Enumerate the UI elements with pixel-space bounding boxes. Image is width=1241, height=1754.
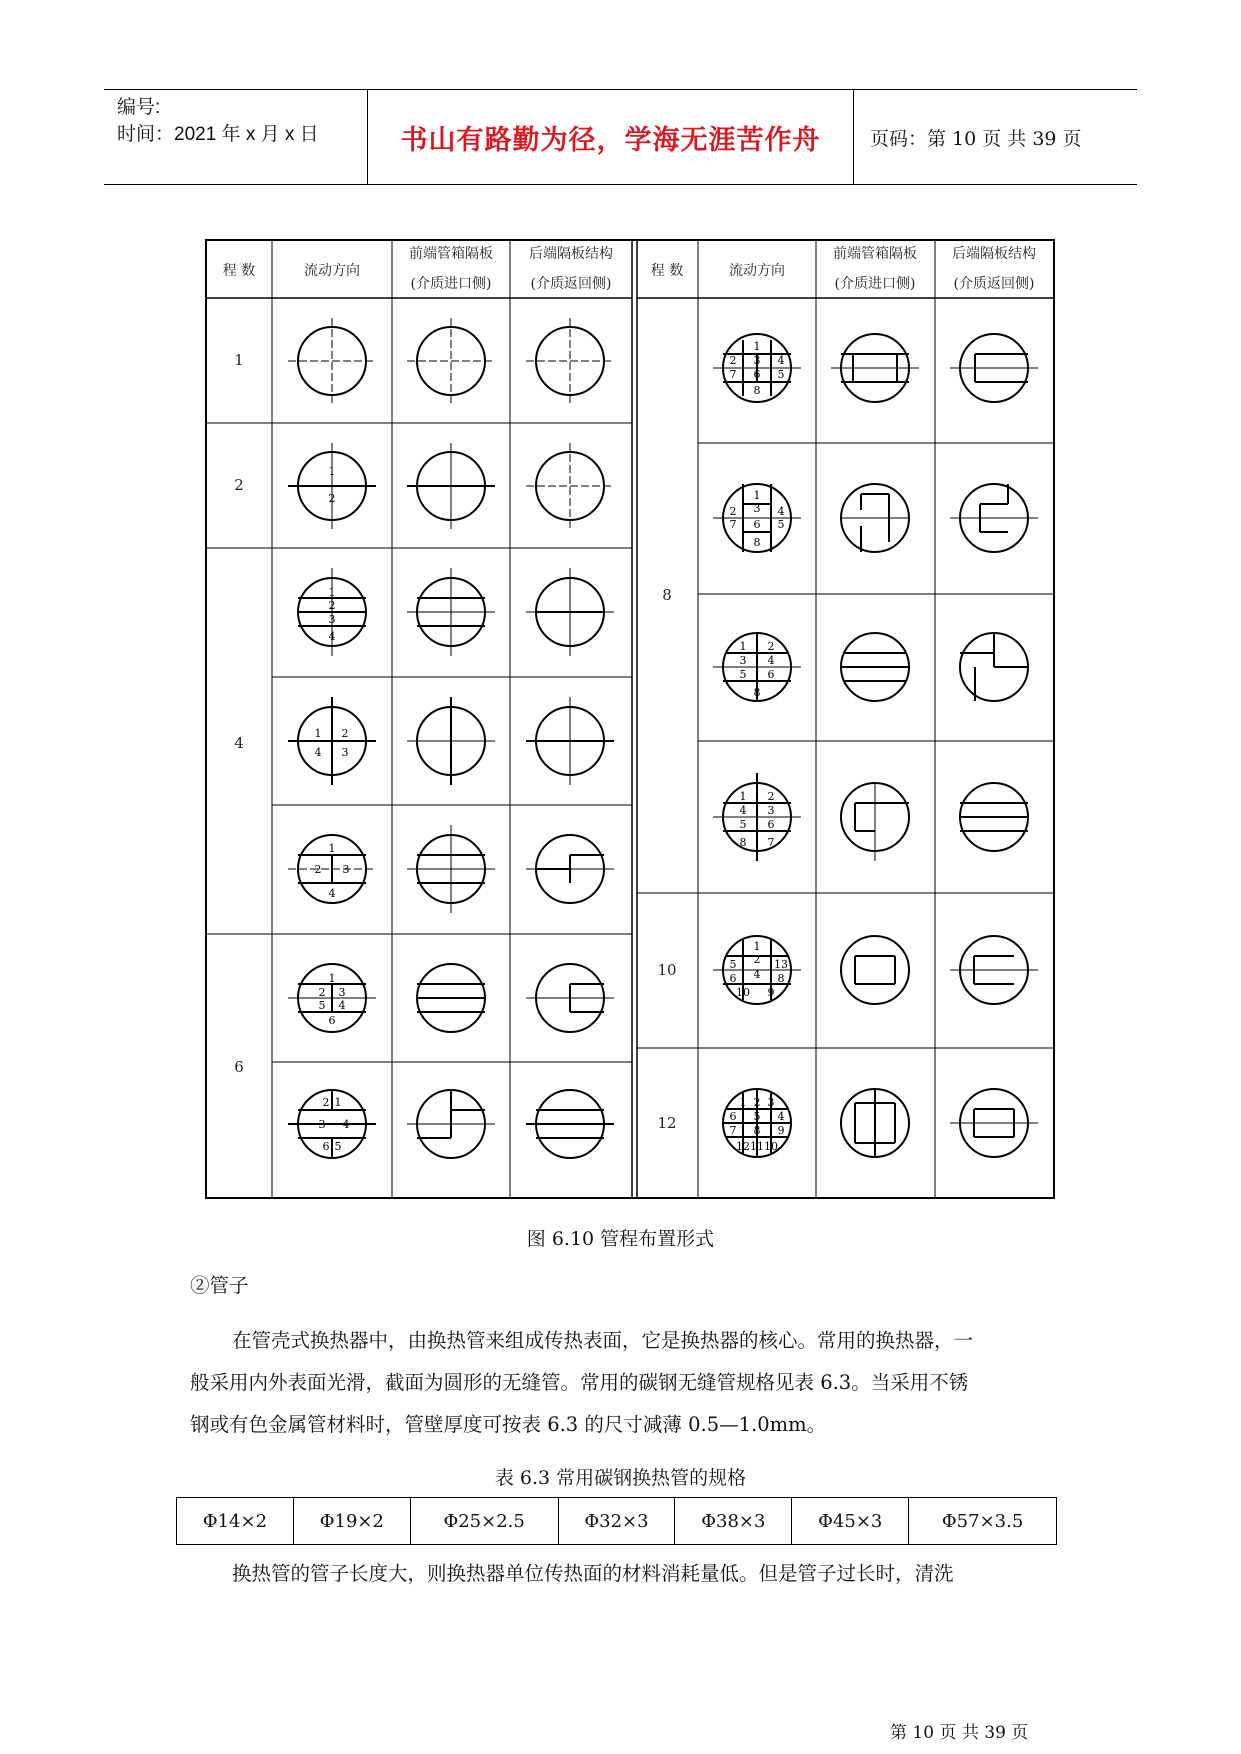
svg-text:4: 4 (314, 746, 322, 759)
row-6a-pass (288, 964, 614, 1032)
svg-text:5: 5 (777, 368, 785, 381)
svg-text:9: 9 (777, 1124, 785, 1137)
svg-text:4: 4 (777, 1110, 785, 1123)
svg-text:4: 4 (753, 968, 761, 981)
table-cell: Φ19×2 (293, 1498, 410, 1545)
paragraph-1-line-2: 般采用内外表面光滑，截面为圆形的无缝管。常用的碳钢无缝管规格见表 6.3。当采用不锈 (190, 1371, 969, 1394)
svg-text:4: 4 (338, 999, 346, 1012)
svg-text:7: 7 (729, 1124, 737, 1137)
row-10-pass (713, 936, 1038, 1004)
section-heading: ②管子 (190, 1274, 249, 1297)
svg-text:6: 6 (729, 972, 737, 985)
row-2-pass (288, 443, 614, 529)
svg-text:6: 6 (322, 1140, 330, 1153)
svg-text:3: 3 (753, 502, 761, 515)
row-8b-pass (713, 484, 1038, 552)
svg-text:8: 8 (753, 1124, 761, 1137)
svg-text:2: 2 (322, 1096, 330, 1109)
svg-text:2: 2 (328, 492, 336, 505)
svg-text:7: 7 (729, 518, 737, 531)
svg-text:7: 7 (767, 836, 775, 849)
svg-text:4: 4 (328, 887, 336, 900)
svg-text:流动方向: 流动方向 (304, 263, 360, 279)
svg-text:2: 2 (341, 727, 349, 740)
svg-text:6: 6 (729, 1110, 737, 1123)
svg-text:(介质进口侧): (介质进口侧) (834, 276, 916, 292)
figure-header-right (651, 245, 1036, 292)
svg-text:5: 5 (729, 958, 737, 971)
svg-text:1: 1 (334, 1096, 342, 1109)
svg-text:3: 3 (318, 1118, 326, 1131)
paragraph-1-line-1: 在管壳式换热器中，由换热管来组成传热表面，它是换热器的核心。常用的换热器，一 (232, 1329, 974, 1352)
svg-text:前端管箱隔板: 前端管箱隔板 (409, 246, 493, 262)
svg-text:(介质返回侧): (介质返回侧) (530, 276, 612, 292)
svg-text:3: 3 (767, 1096, 775, 1109)
svg-text:5: 5 (753, 1110, 761, 1123)
svg-text:7: 7 (729, 368, 737, 381)
figure-caption: 图 6.10 管程布置形式 (526, 1228, 715, 1250)
svg-text:8: 8 (777, 972, 785, 985)
svg-text:4: 4 (328, 630, 336, 643)
table-row (177, 1498, 1057, 1545)
table-caption: 表 6.3 常用碳钢换热管的规格 (494, 1467, 747, 1489)
svg-text:前端管箱隔板: 前端管箱隔板 (833, 246, 917, 262)
svg-text:1: 1 (753, 340, 761, 353)
row-8d-pass (713, 773, 1028, 861)
svg-text:4: 4 (777, 354, 785, 367)
svg-text:后端隔板结构: 后端隔板结构 (529, 246, 613, 262)
table-cell: Φ25×2.5 (410, 1498, 558, 1545)
svg-text:1: 1 (753, 489, 761, 502)
svg-text:5: 5 (777, 518, 785, 531)
svg-text:3: 3 (328, 613, 336, 626)
svg-text:8: 8 (739, 836, 747, 849)
page-info: 页码：第 10 页 共 39 页 (870, 127, 1082, 150)
row-1-pass (288, 318, 614, 404)
svg-text:3: 3 (739, 654, 747, 667)
svg-text:1: 1 (739, 640, 747, 653)
table-cell: Φ57×3.5 (909, 1498, 1057, 1545)
svg-text:10: 10 (736, 986, 750, 999)
svg-text:4: 4 (342, 1118, 350, 1131)
svg-text:5: 5 (739, 818, 747, 831)
svg-text:1: 1 (739, 790, 747, 803)
svg-text:2: 2 (753, 1096, 761, 1109)
svg-text:2: 2 (234, 476, 244, 494)
svg-text:6: 6 (767, 668, 775, 681)
svg-text:1: 1 (328, 465, 336, 478)
svg-text:1: 1 (328, 586, 336, 599)
svg-text:12: 12 (736, 1140, 750, 1153)
svg-text:13: 13 (774, 958, 788, 971)
svg-text:8: 8 (662, 586, 672, 604)
svg-text:(介质进口侧): (介质进口侧) (410, 276, 492, 292)
svg-text:程 数: 程 数 (650, 263, 684, 279)
svg-text:1: 1 (328, 842, 336, 855)
svg-text:8: 8 (753, 686, 761, 699)
figure-frame (206, 240, 1054, 1198)
serial-number-label: 编号: (117, 97, 161, 118)
paragraph-1-line-3: 钢或有色金属管材料时，管壁厚度可按表 6.3 的尺寸减薄 0.5—1.0mm。 (190, 1413, 827, 1436)
svg-text:9: 9 (767, 986, 775, 999)
diagram-circles (288, 318, 1038, 1158)
svg-text:6: 6 (234, 1058, 244, 1076)
row-4a-pass (298, 568, 614, 656)
paragraph-2: 换热管的管子长度大，则换热器单位传热面的材料消耗量低。但是管子过长时，清洗 (232, 1562, 954, 1585)
svg-text:10: 10 (764, 1140, 778, 1153)
svg-text:4: 4 (739, 804, 747, 817)
row-4b-pass (288, 697, 614, 785)
svg-text:2: 2 (318, 986, 326, 999)
svg-text:2: 2 (767, 640, 775, 653)
svg-text:11: 11 (750, 1140, 764, 1153)
svg-text:4: 4 (234, 734, 244, 752)
time-label: 时间：2021 年 x 月 x 日 (117, 124, 319, 145)
svg-text:6: 6 (328, 1014, 336, 1027)
motto: 书山有路勤为径，学海无涯苦作舟 (368, 90, 854, 184)
svg-text:(介质返回侧): (介质返回侧) (953, 276, 1035, 292)
svg-text:5: 5 (334, 1140, 342, 1153)
svg-text:5: 5 (739, 668, 747, 681)
svg-text:6: 6 (753, 518, 761, 531)
svg-text:8: 8 (753, 384, 761, 397)
svg-text:2: 2 (753, 953, 761, 966)
svg-text:1: 1 (234, 351, 244, 369)
svg-text:3: 3 (341, 746, 349, 759)
svg-text:3: 3 (342, 863, 350, 876)
table-cell: Φ14×2 (177, 1498, 294, 1545)
page-footer: 第 10 页 共 39 页 (890, 1723, 1029, 1743)
svg-text:1: 1 (328, 972, 336, 985)
svg-text:5: 5 (318, 999, 326, 1012)
svg-text:12: 12 (657, 1114, 677, 1132)
table-cell: Φ38×3 (675, 1498, 792, 1545)
svg-text:2: 2 (729, 505, 737, 518)
svg-text:程 数: 程 数 (222, 263, 256, 279)
svg-text:4: 4 (767, 654, 775, 667)
svg-text:2: 2 (314, 863, 322, 876)
svg-text:2: 2 (328, 599, 336, 612)
svg-text:6: 6 (753, 368, 761, 381)
svg-text:8: 8 (753, 536, 761, 549)
svg-text:2: 2 (767, 790, 775, 803)
svg-text:3: 3 (338, 986, 346, 999)
row-4c-pass (288, 825, 614, 913)
svg-text:1: 1 (739, 1096, 747, 1109)
row-8a-pass (713, 334, 1038, 402)
table-cell: Φ32×3 (558, 1498, 675, 1545)
svg-text:10: 10 (657, 961, 677, 979)
svg-text:3: 3 (753, 354, 761, 367)
svg-text:流动方向: 流动方向 (729, 263, 785, 279)
svg-text:6: 6 (767, 818, 775, 831)
figure-header-left (223, 245, 613, 292)
table-cell: Φ45×3 (792, 1498, 909, 1545)
flow-numbers (315, 340, 789, 1153)
svg-text:2: 2 (729, 354, 737, 367)
tube-spec-table (176, 1497, 1057, 1545)
svg-text:1: 1 (314, 727, 322, 740)
svg-text:4: 4 (777, 505, 785, 518)
svg-text:后端隔板结构: 后端隔板结构 (952, 246, 1036, 262)
svg-text:1: 1 (753, 940, 761, 953)
svg-text:3: 3 (767, 804, 775, 817)
